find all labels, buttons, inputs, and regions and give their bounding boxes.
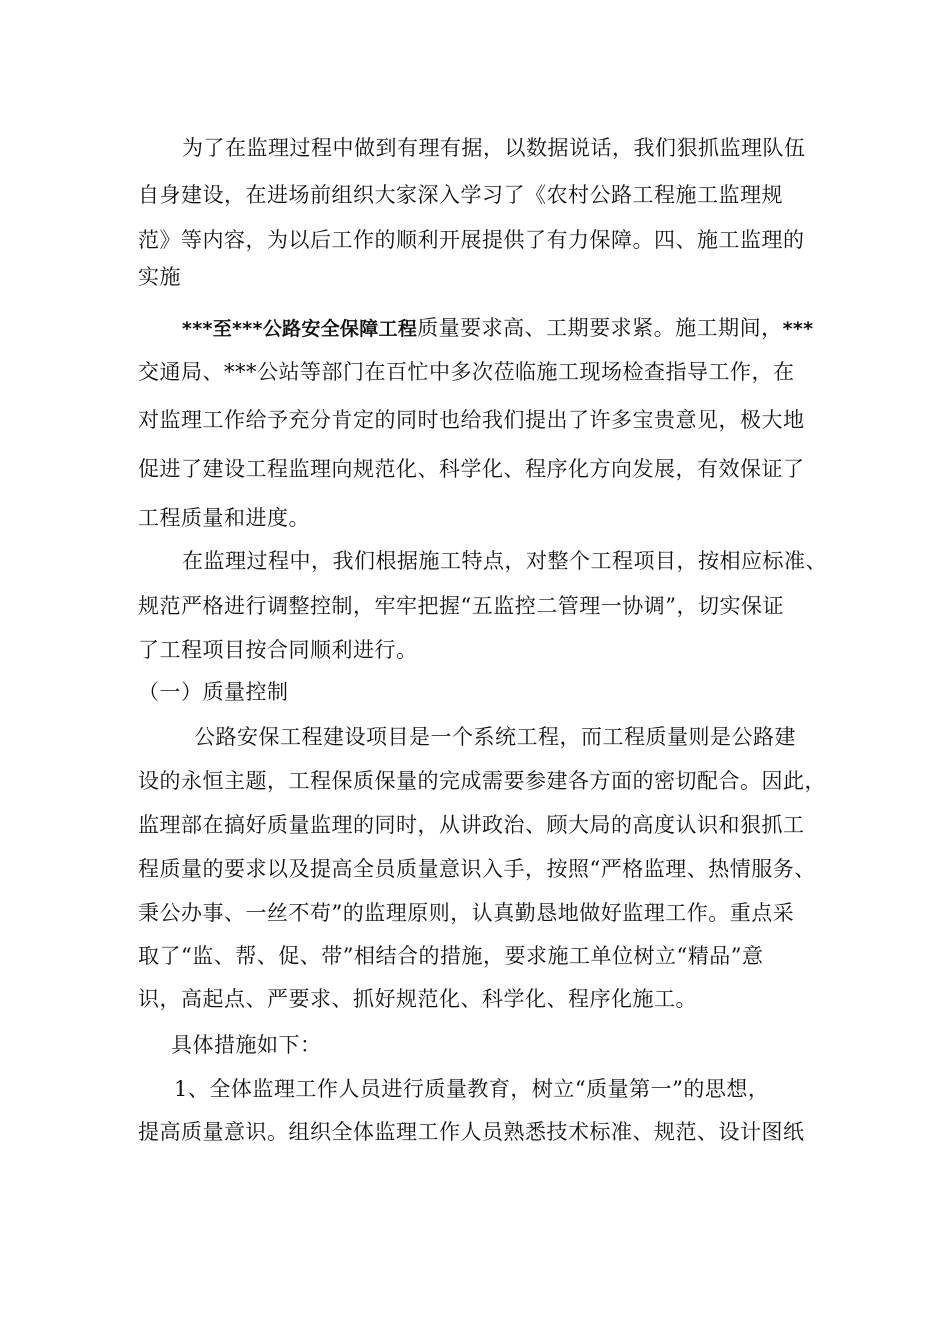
paragraph-line: 在监理过程中，我们根据施工特点，对整个工程项目，按相应标准、 <box>182 549 827 573</box>
paragraph-line: 监理部在搞好质量监理的同时，从讲政治、顾大局的高度认识和狠抓工 <box>138 813 805 837</box>
paragraph-line: 设的永恒主题，工程保质保量的完成需要参建各方面的密切配合。因此， <box>138 769 826 793</box>
section-heading: （一）质量控制 <box>138 680 289 704</box>
paragraph-line: 促进了建设工程监理向规范化、科学化、程序化方向发展，有效保证了 <box>138 457 805 481</box>
paragraph-line: 为了在监理过程中做到有理有据，以数据说话，我们狠抓监理队伍 <box>182 136 806 160</box>
paragraph-line: 取了“监、帮、促、带”相结合的措施，要求施工单位树立“精品”意 <box>138 944 764 968</box>
paragraph-line-mixed <box>182 314 813 343</box>
paragraph-line: 程质量的要求以及提高全员质量意识入手，按照“严格监理、热情服务、 <box>138 857 816 881</box>
bold-project-name: ***至***公路安全保障工程 <box>182 318 418 340</box>
paragraph-line: 公路安保工程建设项目是一个系统工程，而工程质量则是公路建 <box>194 725 796 749</box>
paragraph-line: 对监理工作给予充分肯定的同时也给我们提出了许多宝贵意见，极大地 <box>138 408 805 432</box>
paragraph-line: 实施 <box>138 265 181 289</box>
paragraph-line: 自身建设，在进场前组织大家深入学习了《农村公路工程施工监理规 <box>138 183 783 207</box>
paragraph-line: 工程质量和进度。 <box>138 506 310 530</box>
paragraph-line: 具体措施如下： <box>171 1033 322 1057</box>
paragraph-line: 规范严格进行调整控制，牢牢把握“五监控二管理一协调”，切实保证 <box>138 594 784 618</box>
paragraph-line: 交通局、***公站等部门在百忙中多次莅临施工现场检查指导工作，在 <box>138 360 795 384</box>
paragraph-line: 1、全体监理工作人员进行质量教育，树立“质量第一”的思想， <box>174 1077 770 1101</box>
paragraph-line: 秉公办事、一丝不苟”的监理原则，认真勤恳地做好监理工作。重点采 <box>138 901 795 925</box>
paragraph-line: 识，高起点、严要求、抓好规范化、科学化、程序化施工。 <box>138 987 697 1011</box>
paragraph-line: 提高质量意识。组织全体监理工作人员熟悉技术标准、规范、设计图纸 <box>138 1120 805 1144</box>
paragraph-line: 范》等内容，为以后工作的顺利开展提供了有力保障。四、施工监理的 <box>138 228 805 252</box>
paragraph-line: 了工程项目按合同顺利进行。 <box>138 638 418 662</box>
paragraph-text: 质量要求高、工期要求紧。施工期间， <box>417 316 783 340</box>
bold-placeholder: *** <box>782 318 814 340</box>
